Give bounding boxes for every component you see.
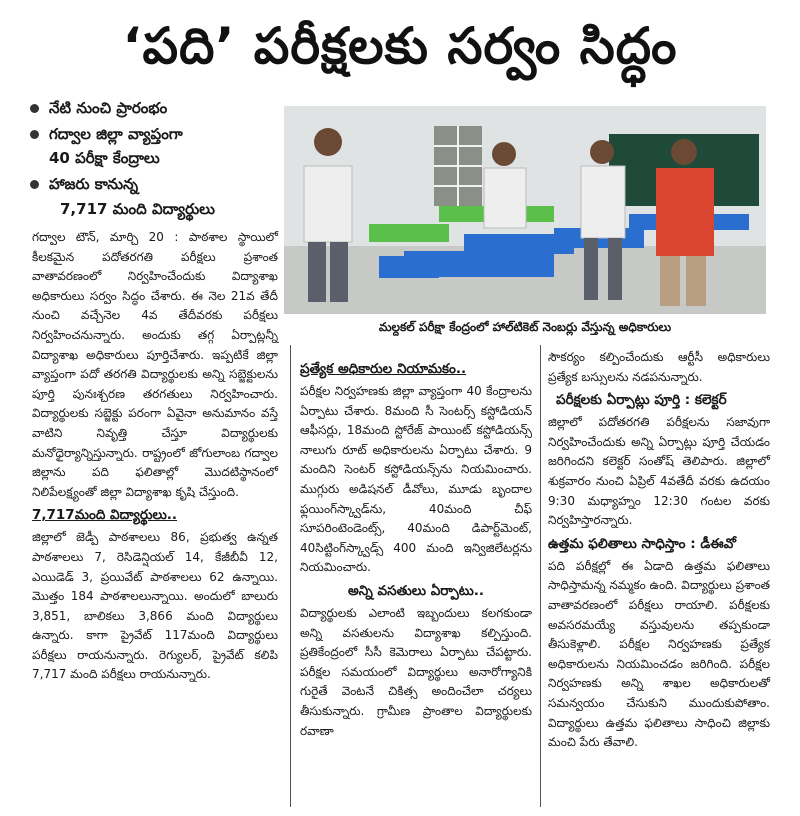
bullet-text: హాజరు కానున్న	[49, 175, 139, 193]
photo-caption: మల్దకల్ పరీక్షా కేంద్రంలో హాల్‌టికెట్ నెంబర్లు వేస్తున్న అధికారులు	[378, 320, 672, 334]
paragraph: పరీక్షల నిర్వహణకు జిల్లా వ్యాప్తంగా 40 కేంద్రాలను ఏర్పాటు చేశారు. 8మంది సీ సెంటర్స్ కస్టోడియన్ ఆఫీసర్లు, 18మంది స్టోరేజ్ పాయింట్ కస్టోడియన్స్ నాలుగు రూట్ అధికారులను ఏర్పాటు చేశారు. 9 మందిని సెంటర్ కస్టోడియన్స్‌ను నియమించారు. ముగ్గురు అడిషనల్ డీవోలు, మూడు బృందాల ఫ్లయింగ్‌స్క్వాడ్‌ను, 40మంది చీఫ్ సూపరింటెండెంట్స్, 40మంది డిపార్ట్‌మెంట్, 40సిట్టింగ్‌స్క్వాడ్స్ 400 మంది ఇన్విజిలేటర్లను నియమించారు.	[300, 384, 532, 575]
bullet-subhead: 7,717 మంది విద్యార్థులు	[60, 200, 216, 218]
paragraph: సౌకర్యం కల్పించేందుకు ఆర్టీసీ అధికారులు ప్రత్యేక బస్సులను నడపనున్నారు.	[548, 350, 770, 384]
bullet-item	[30, 96, 280, 120]
section-subhead: పరీక్షలకు ఏర్పాట్లు పూర్తి : కలెక్టర్	[556, 392, 727, 409]
section-subhead: ఉత్తమ ఫలితాలు సాధిస్తాం : డీఈవో	[548, 535, 736, 552]
column-divider	[540, 345, 541, 807]
bullet-text: 40 పరీక్షా కేంద్రాలు	[49, 149, 160, 167]
bullet-dot-icon	[30, 180, 39, 189]
news-photo	[284, 106, 766, 314]
headline: ‘పది’ పరీక్షలకు సర్వం సిద్ధం	[122, 17, 678, 75]
paragraph: జిల్లాలో జెడ్పీ పాఠశాలలు 86, ప్రభుత్వ ఉన్నత పాఠశాలలు 7, రెసిడెన్షియల్ 14, కేజీబీవీ 12, ఎయిడెడ్ 3, ప్రయివేట్ పాఠశాలలు 62 ఉన్నాయి. మొత్తం 184 పాఠశాలలున్నాయి. అందులో బాలురు 3,851, బాలికలు 3,866 మంది విద్యార్థులు ఉన్నారు. కాగా ప్రైవేట్ 117మంది విద్యార్థులు పరీక్షలు రాయనున్నారు. రెగ్యులర్, ప్రైవేట్ కలిపి 7,717 మంది పరీక్షలు రాయనున్నారు.	[32, 530, 278, 682]
section-subhead: ప్రత్యేక అధికారుల నియామకం..	[300, 361, 467, 377]
paragraph: గద్వాల టౌన్, మార్చి 20 : పాఠశాల స్థాయిలో కీలకమైన పదోతరగతి పరీక్షలు ప్రశాంత వాతావరణంలో నిర్వహించేందుకు విద్యాశాఖ అధికారులు సర్వం సిద్ధం చేశారు. ఈ నెల 21వ తేదీ నుంచి వచ్చేనెల 4వ తేదీవరకు పరీక్షలు నిర్వహించనున్నారు. అందుకు తగ్గ ఏర్పాట్లన్నీ విద్యాశాఖ అధికారులు పూర్తిచేశారు. ఇప్పటికే జిల్లా వ్యాప్తంగా పదో తరగతి విద్యార్థులకు అన్ని సబ్జెక్టులను పూర్తి పునఃశ్చరణ తరగతులు నిర్వహించారు. విద్యార్థులకు సబ్జెక్టు పరంగా ఏవైనా అనుమానం వస్తే వాటిని నివృత్తి చేస్తూ విద్యార్థులకు మనోధైర్యాన్నిస్తున్నారు. రాష్ట్రంలో జోగులాంబ గద్వాల జిల్లాను పది ఫలితాల్లో మొదటిస్థానంలో నిలిపేలక్ష్యంతో జిల్లా విద్యాశాఖ కృషి చేస్తుంది.	[32, 230, 278, 499]
bullet-item	[30, 172, 280, 196]
article-column-1	[32, 228, 278, 685]
column-divider	[290, 345, 291, 807]
section-subhead: అన్ని వసతులు ఏర్పాటు..	[347, 582, 485, 599]
article-column-3	[548, 348, 770, 753]
bullet-list	[30, 96, 280, 220]
classroom-photo-illustration	[284, 106, 766, 314]
bullet-text: గద్వాల జిల్లా వ్యాప్తంగా	[49, 125, 183, 143]
bullet-dot-icon	[30, 104, 39, 113]
paragraph: విద్యార్థులకు ఎలాంటి ఇబ్బందులు కలగకుండా అన్ని వసతులను విద్యాశాఖ కల్పిస్తుంది. ప్రతికేంద్రంలో సీసీ కెమెరాలు ఏర్పాటు చేపట్టారు. పరీక్షల సమయంలో విద్యార్థులు అనారోగ్యానికి గురైతే వెంటనే చికిత్స అందించేలా చర్యలు తీసుకున్నారు. గ్రామీణ ప్రాంతాల విద్యార్థులకు రవాణా	[300, 605, 532, 738]
bullet-item	[30, 146, 280, 170]
bullet-text: నేటి నుంచి ప్రారంభం	[49, 99, 168, 117]
bullet-dot-icon	[30, 130, 39, 139]
paragraph: పది పరీక్షల్లో ఈ ఏడాది ఉత్తమ ఫలితాలు సాధిస్తామన్న నమ్మకం ఉంది. విద్యార్థులు ప్రశాంత వాతావరణంలో పరీక్షలు రాయాలి. పరీక్షలకు అవసరమయ్యే వస్తువులను తప్పకుండా తీసుకెళ్లాలి. పరీక్షల నిర్వహణకు ప్రత్యేక అధికారులను నియమించడం జరిగింది. పరీక్షల నిర్వహణకు అన్ని శాఖల అధికారులతో సమన్వయం చేసుకుని ముందుకుపోతాం. విద్యార్థులు ఉత్తమ ఫలితాలు సాధించి జిల్లాకు మంచి పేరు తేవాలి.	[548, 558, 770, 750]
section-subhead: 7,717మంది విద్యార్థులు..	[32, 507, 178, 524]
paragraph: జిల్లాలో పదోతరగతి పరీక్షలను సజావుగా నిర్వహించేందుకు అన్ని ఏర్పాట్లు పూర్తి చేయడం జరిగిందని కలెక్టర్ సంతోష్ తెలిపారు. జిల్లాలో శుక్రవారం నుంచి ఏప్రిల్ 4వతేదీ వరకు ఉదయం 9:30 మధ్యాహ్నం 12:30 గంటల వరకు నిర్వహిస్తారన్నారు.	[548, 415, 770, 528]
article-column-2	[300, 356, 532, 741]
bullet-item	[30, 122, 280, 146]
